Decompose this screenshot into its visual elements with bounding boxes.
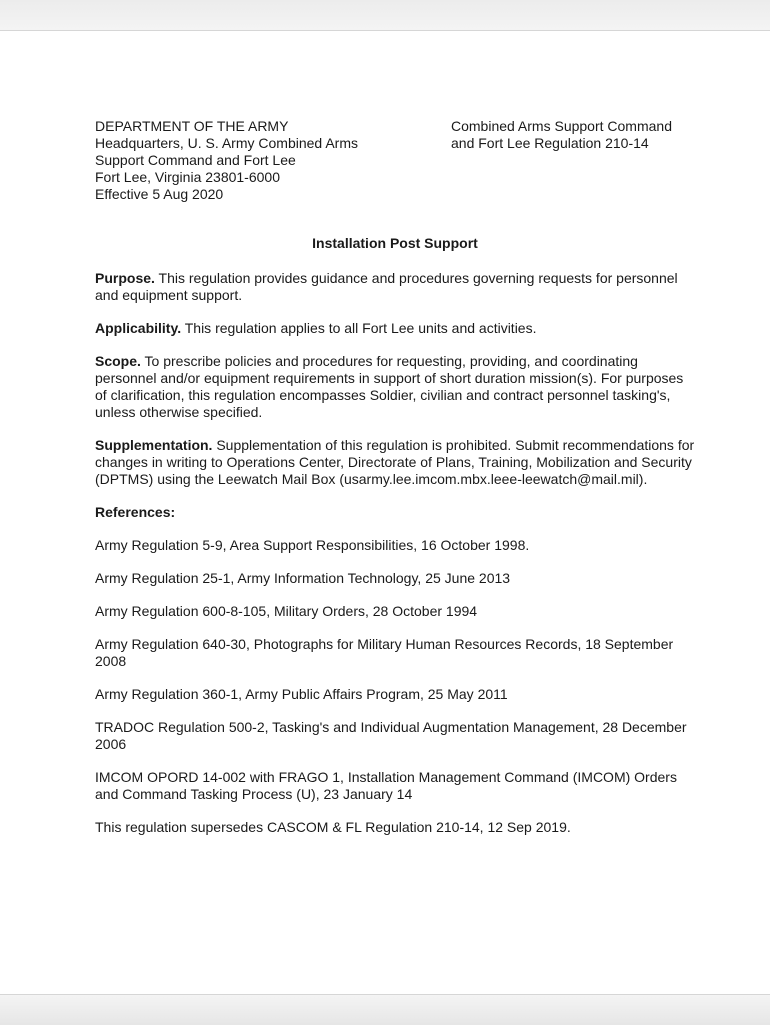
purpose-paragraph [95,270,695,304]
scope-text: To prescribe policies and procedures for requesting, providing, and coordinating personnel and/or equipment requirements in support of short duration mission(s). For purposes of clarification, this regulation encompasses Soldier, civilian and contract personnel tasking's, unless otherwise specified. [95,353,684,420]
reference-item: Army Regulation 600-8-105, Military Orders, 28 October 1994 [95,603,478,619]
issuing-headquarters-block [95,118,435,203]
document-header [95,118,695,208]
applicability-text: This regulation applies to all Fort Lee units and activities. [181,320,537,336]
header-left-line: Headquarters, U. S. Army Combined Arms [95,135,358,151]
reference-item: Army Regulation 640-30, Photographs for Military Human Resources Records, 18 September 2008 [95,636,674,669]
applicability-label: Applicability. [95,320,182,336]
reference-item: Army Regulation 25-1, Army Information Technology, 25 June 2013 [95,570,511,586]
scope-paragraph [95,353,695,421]
document-title: Installation Post Support [312,235,478,251]
purpose-text: This regulation provides guidance and procedures governing requests for personnel and equipment support. [95,270,678,303]
header-left-line: DEPARTMENT OF THE ARMY [95,118,289,134]
applicability-paragraph [95,320,695,337]
header-left-line: Support Command and Fort Lee [95,152,296,168]
scan-edge-top [0,0,770,31]
header-left-line: Fort Lee, Virginia 23801-6000 [95,169,280,185]
regulation-number-block [451,118,711,152]
supplementation-text: Supplementation of this regulation is prohibited. Submit recommendations for changes in writing to Operations Center, Directorate of Plans, Training, Mobilization and Security (DPTMS) using the Leewatch Mail Box (usarmy.lee.imcom.mbx.leee-leewatch@mail.mil). [95,437,695,487]
document-page [95,118,695,836]
purpose-label: Purpose. [95,270,155,286]
reference-item: Army Regulation 5-9, Area Support Responsibilities, 16 October 1998. [95,537,530,553]
effective-date: Effective 5 Aug 2020 [95,186,224,202]
supplementation-paragraph [95,437,695,488]
supersedes-statement: This regulation supersedes CASCOM & FL Regulation 210-14, 12 Sep 2019. [95,819,571,835]
references-heading: References: [95,504,176,520]
reference-item: TRADOC Regulation 500-2, Tasking's and Individual Augmentation Management, 28 December 2006 [95,719,687,752]
header-right-line: Combined Arms Support Command [451,118,672,134]
reference-item: Army Regulation 360-1, Army Public Affairs Program, 25 May 2011 [95,686,508,702]
reference-item: IMCOM OPORD 14-002 with FRAGO 1, Installation Management Command (IMCOM) Orders and Command Tasking Process (U), 23 January 14 [95,769,677,802]
supplementation-label: Supplementation. [95,437,213,453]
scan-edge-bottom [0,994,770,1025]
header-right-line: and Fort Lee Regulation 210-14 [451,135,649,151]
scope-label: Scope. [95,353,141,369]
